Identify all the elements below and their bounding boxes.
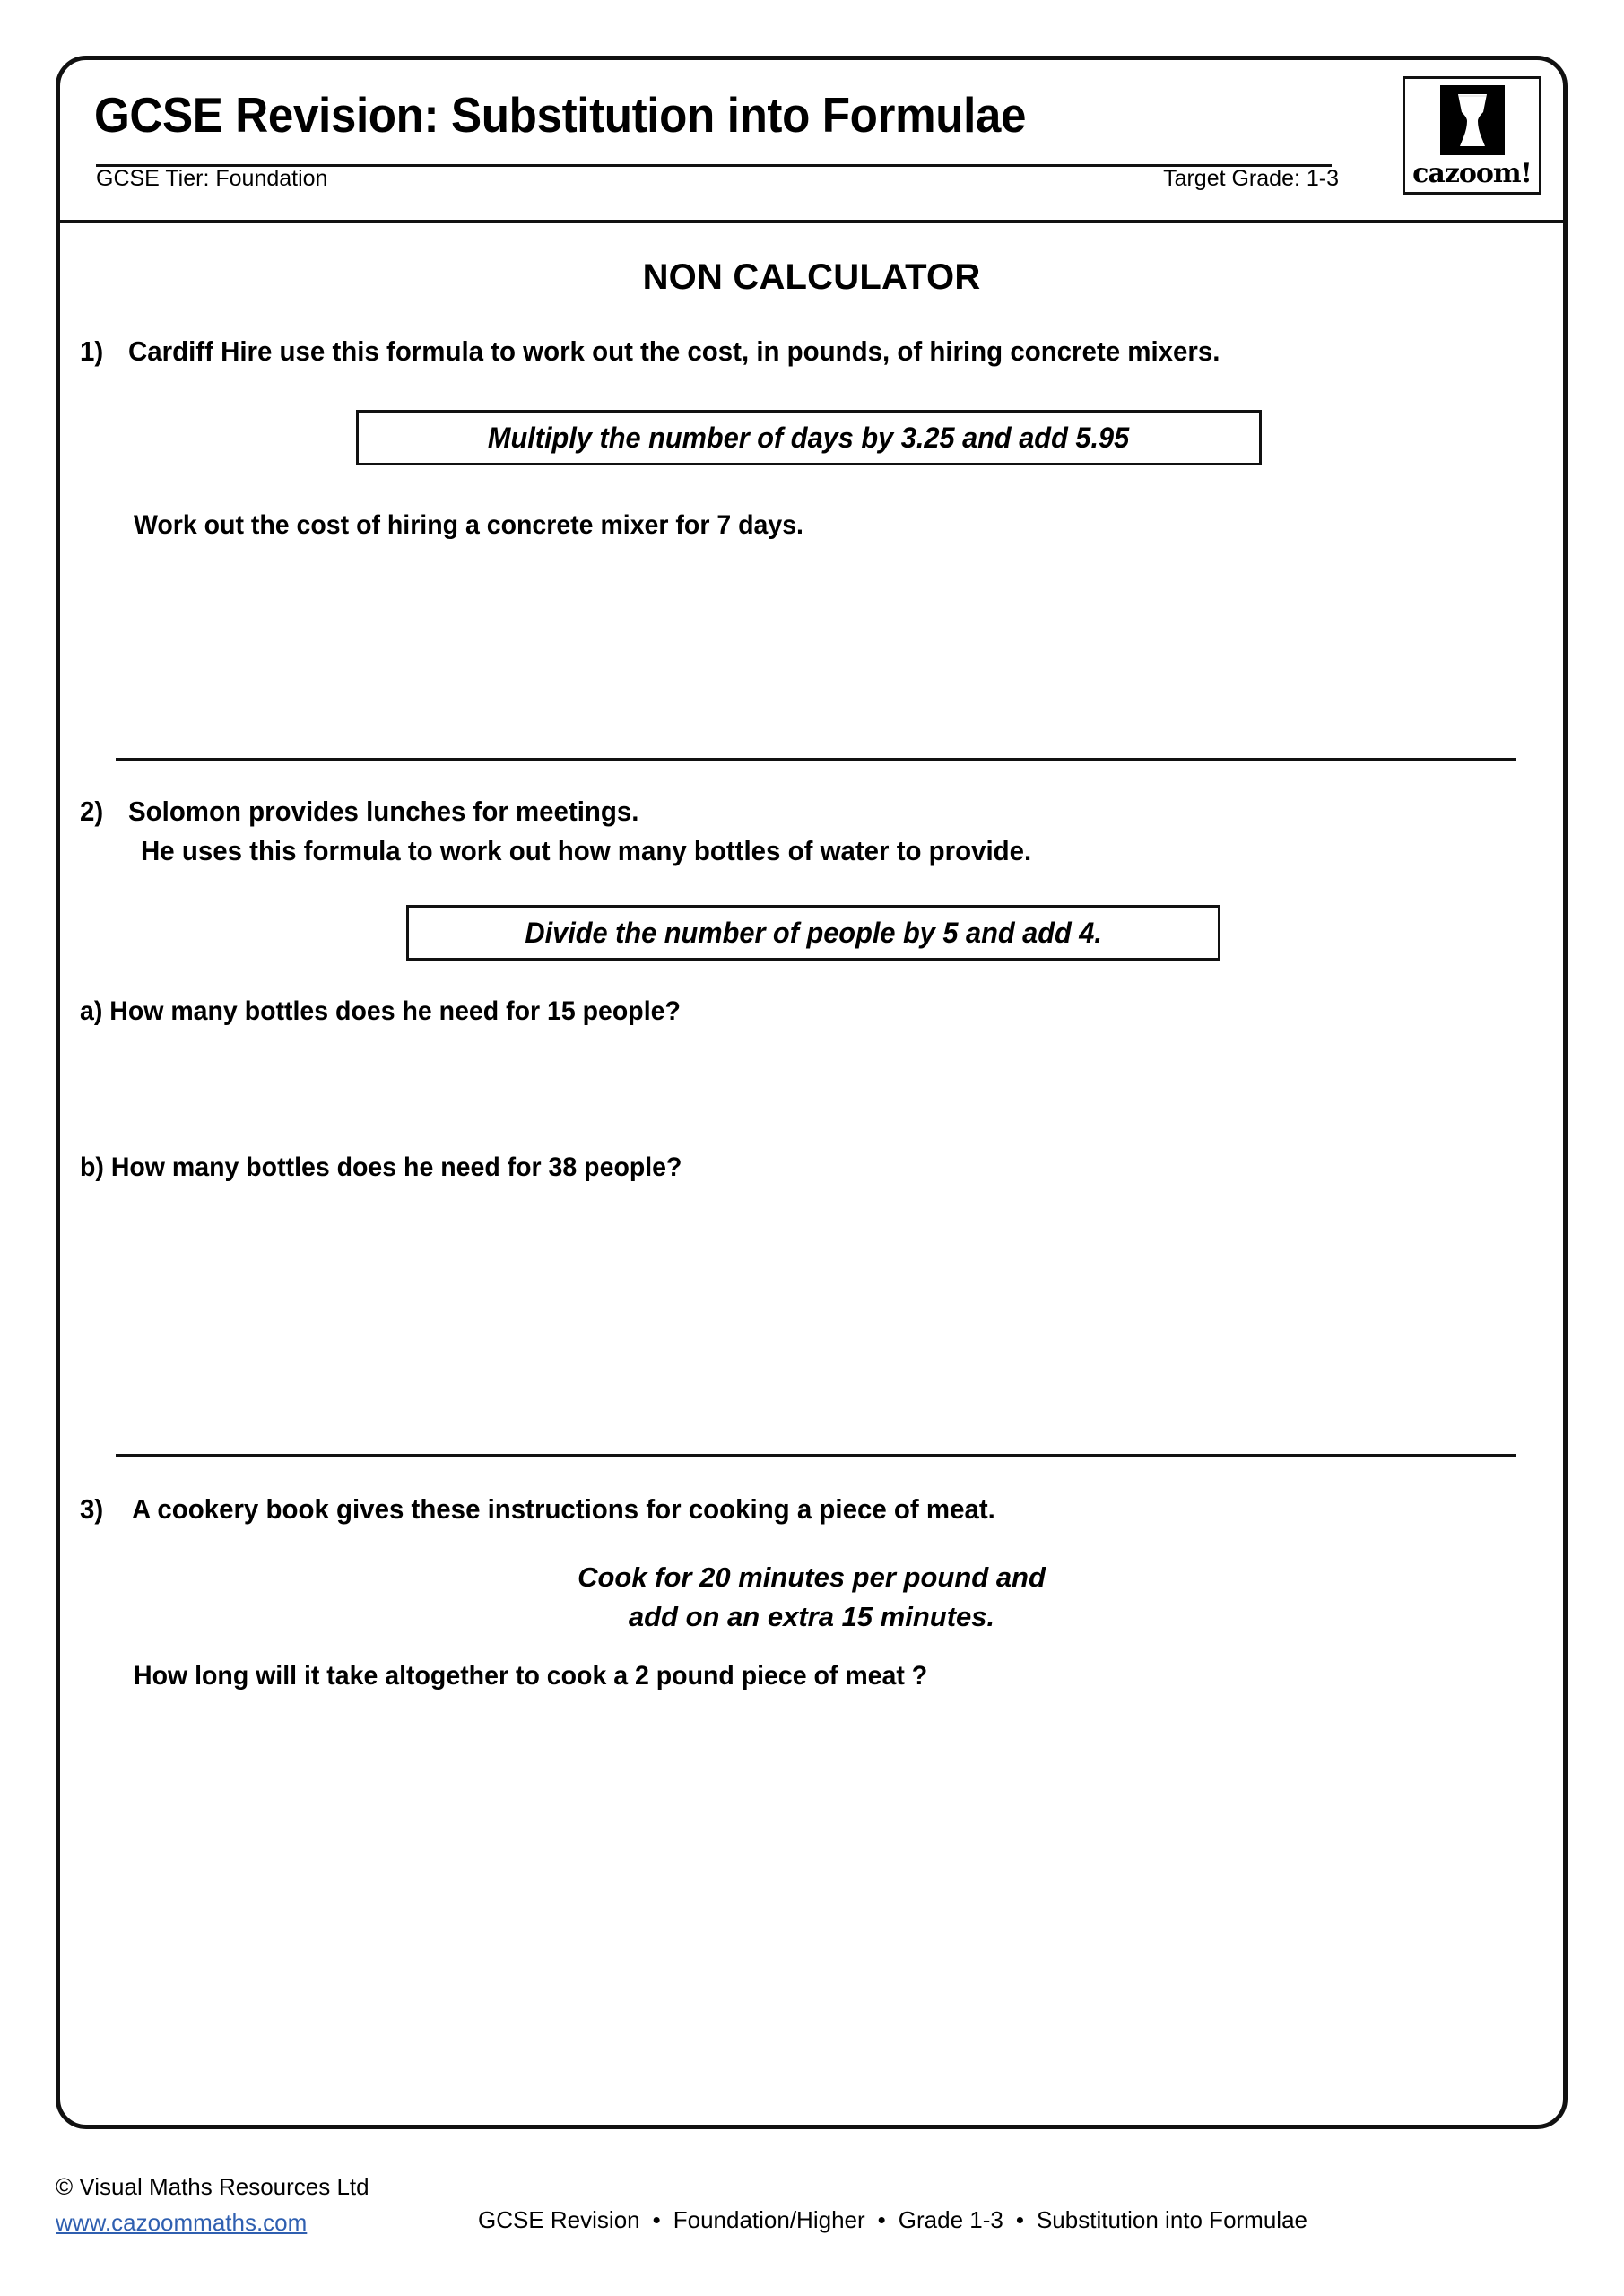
question-1-prompt: Work out the cost of hiring a concrete mixer for 7 days. (134, 510, 803, 540)
question-1-stem: Cardiff Hire use this formula to work out the cost, in pounds, of hiring concrete mixers. (128, 335, 1220, 367)
question-3-formula-line-2: add on an extra 15 minutes. (628, 1601, 995, 1632)
header-subrow (96, 166, 1339, 202)
footer-separator-dot-3: • (1015, 2206, 1024, 2233)
cazoom-wordmark: cazoom! (1412, 158, 1532, 189)
footer-meta-line (0, 2206, 1624, 2234)
footer-separator-dot-1: • (652, 2206, 661, 2233)
question-2-stem-line-2: He uses this formula to work out how many bottles of water to provide. (141, 835, 1032, 866)
question-3-number: 3) (80, 1493, 104, 1525)
question-3-stem: A cookery book gives these instructions for cooking a piece of meat. (132, 1493, 995, 1525)
footer-meta-tier: Foundation/Higher (673, 2206, 865, 2233)
worksheet-page (56, 56, 1568, 2129)
worksheet-body (60, 223, 1563, 2125)
non-calculator-heading: NON CALCULATOR (642, 257, 981, 297)
page-title-topic: Substitution into Formulae (451, 87, 1027, 143)
page-title-prefix: GCSE Revision: (94, 87, 452, 143)
question-3-prompt: How long will it take altogether to cook a 2 pound piece of meat ? (134, 1661, 928, 1691)
header-title-row (94, 80, 1538, 166)
footer-separator-dot-2: • (877, 2206, 886, 2233)
worksheet-header (60, 60, 1563, 239)
drum-icon (1440, 85, 1505, 155)
question-2-part-b: b) How many bottles does he need for 38 people? (80, 1152, 682, 1182)
question-2-number: 2) (80, 796, 104, 827)
copyright-text: © Visual Maths Resources Ltd (56, 2173, 369, 2200)
footer-meta-grade: Grade 1-3 (898, 2206, 1003, 2233)
target-grade-label: Target Grade: 1-3 (1163, 166, 1339, 191)
question-2-stem-line-1: Solomon provides lunches for meetings. (128, 796, 639, 827)
worksheet-footer (0, 2149, 1624, 2296)
question-3-formula (60, 1558, 1563, 1637)
cazoom-logo (1403, 76, 1541, 195)
footer-meta-course: GCSE Revision (478, 2206, 640, 2233)
cazoommaths-website-link[interactable]: www.cazoommaths.com (56, 2209, 308, 2236)
question-2-separator-rule (116, 1454, 1516, 1457)
question-1-number: 1) (80, 335, 104, 367)
footer-meta-topic: Substitution into Formulae (1036, 2206, 1307, 2233)
page-title (94, 83, 1026, 146)
question-2-formula-text: Divide the number of people by 5 and add 4. (525, 916, 1102, 949)
question-1-separator-rule (116, 758, 1516, 761)
question-3-formula-line-1: Cook for 20 minutes per pound and (578, 1561, 1046, 1593)
question-1-formula-text: Multiply the number of days by 3.25 and add 5.95 (488, 421, 1130, 454)
gcse-tier-label: GCSE Tier: Foundation (96, 166, 328, 191)
question-1-formula-box (356, 410, 1262, 465)
question-2-part-a: a) How many bottles does he need for 15 people? (80, 996, 681, 1026)
question-2-formula-box (406, 905, 1220, 961)
